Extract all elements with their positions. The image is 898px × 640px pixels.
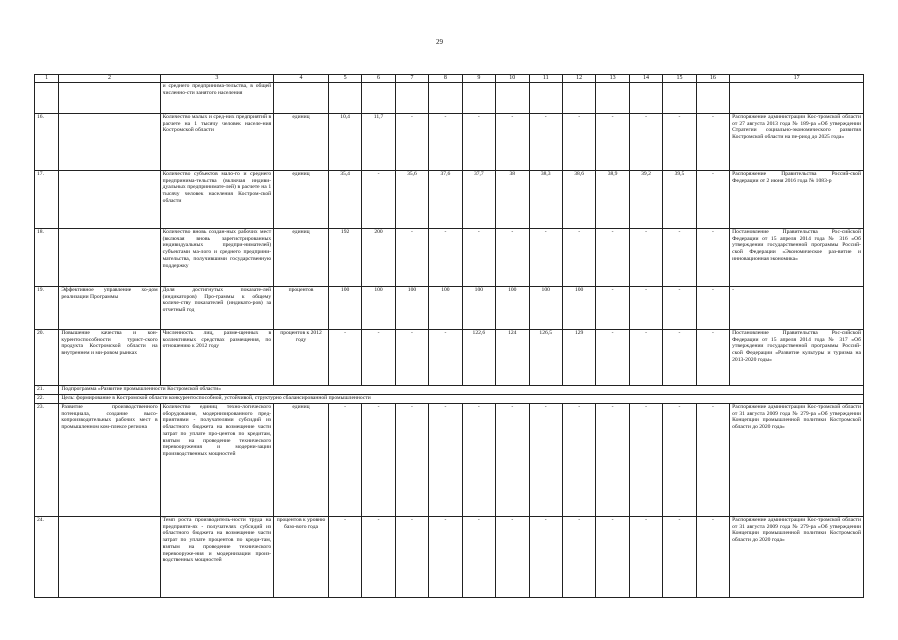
cell-value: -	[696, 287, 729, 330]
cell-value: -	[663, 229, 696, 287]
header-cell: 13	[596, 75, 629, 83]
cell-unit: процентов	[274, 287, 329, 330]
cell-indicator: Численность лиц, разме-щенных в коллективных средствах размещения, по отношению к 2012 году	[160, 330, 274, 386]
cell-unit: единиц	[274, 404, 329, 517]
cell-value: -	[395, 330, 428, 386]
cell-value: -	[362, 330, 395, 386]
cell-value: 10,4	[328, 114, 361, 171]
cell-value: -	[362, 404, 395, 517]
table-row	[35, 171, 864, 229]
cell-num	[35, 83, 59, 114]
cell-value: -	[462, 229, 495, 287]
cell-value: 38,9	[596, 171, 629, 229]
cell-num: 20.	[35, 330, 59, 386]
cell-num: 21.	[35, 386, 59, 395]
cell-value: 192	[328, 229, 361, 287]
header-cell: 15	[663, 75, 696, 83]
cell-num: 24.	[35, 517, 59, 598]
cell-value: -	[596, 330, 629, 386]
cell-value: -	[462, 114, 495, 171]
cell-goal	[59, 83, 160, 114]
cell-value: -	[429, 229, 462, 287]
cell-basis: Распоряжение администрации Кос-тромской области от 27 августа 2013 года № 189-ра «Об утверждении Стратегии социально-экономического развития Костромской области на пе-риод до 2025 года»	[730, 114, 864, 171]
cell-goal: Эффективное управление хо-дом реализации Программы	[59, 287, 160, 330]
cell-value: 100	[328, 287, 361, 330]
cell-value: -	[362, 517, 395, 598]
cell-value: 35,4	[328, 171, 361, 229]
cell-indicator: Количество единиц техно-логического оборудования, модернизированного пред-приятиями - получателями субсидий из областного бюджета на возмещение части затрат по уплате про-центов по кредитам, взятым на проведение технического перевооружения и модерни-зации производственных мощностей	[160, 404, 274, 517]
cell-value: -	[629, 114, 662, 171]
header-cell: 17	[730, 75, 864, 83]
cell-basis: Распоряжение администрации Кос-тромской области от 31 августа 2009 года № 279-ра «Об утверждении Концепции промышленной политики Костромской области до 2020 года»	[730, 404, 864, 517]
cell-value: -	[696, 404, 729, 517]
cell-basis: Распоряжение Правительства Россий-ской Федерации от 2 июня 2016 года № 1083-р	[730, 171, 864, 229]
cell-value: 37,6	[429, 171, 462, 229]
table-row	[35, 229, 864, 287]
cell-value: 100	[496, 287, 529, 330]
cell-num: 23.	[35, 404, 59, 517]
header-cell: 5	[328, 75, 361, 83]
cell-value: 100	[362, 287, 395, 330]
cell-unit: единиц	[274, 114, 329, 171]
cell-value: -	[362, 171, 395, 229]
cell-value: 100	[462, 287, 495, 330]
cell-indicator: Количество малых и сред-них предприятий в расчете на 1 тысячу человек населе-ния Костромской области	[160, 114, 274, 171]
cell-value: -	[529, 517, 562, 598]
cell-value: 100	[529, 287, 562, 330]
cell-indicator: Темп роста производитель-ности труда на предприяти-ях - получателях субсидий из областного бюджета на возмещение части затрат по уплате процентов по креди-там, взятым на проведение технического перевооруже-ния и модернизации произ-водственных мощностей	[160, 517, 274, 598]
cell-value: -	[395, 517, 428, 598]
cell-value: -	[663, 114, 696, 171]
cell-value: -	[596, 404, 629, 517]
cell-value: 124	[496, 330, 529, 386]
header-cell: 16	[696, 75, 729, 83]
cell-value: -	[562, 114, 595, 171]
cell-value: -	[596, 114, 629, 171]
cell-unit: единиц	[274, 171, 329, 229]
table-row	[35, 114, 864, 171]
table-row	[35, 404, 864, 517]
cell-value: -	[395, 229, 428, 287]
cell-value: 126,5	[529, 330, 562, 386]
cell-value: -	[562, 517, 595, 598]
cell-value: -	[462, 517, 495, 598]
header-cell: 3	[160, 75, 274, 83]
cell-value: -	[696, 229, 729, 287]
cell-value: 100	[429, 287, 462, 330]
cell-value: 100	[395, 287, 428, 330]
cell-num: 17.	[35, 171, 59, 229]
cell-value: -	[596, 517, 629, 598]
cell-value: -	[328, 517, 361, 598]
cell-value: -	[696, 330, 729, 386]
cell-indicator: Количество вновь создан-ных рабочих мест (включая вновь зарегистрированных индивидуальных предпри-нимателей) субъектами ма-лого и среднего предприни-мательства, получившими государственную поддержку	[160, 229, 274, 287]
cell-value: -	[496, 229, 529, 287]
cell-value: -	[663, 330, 696, 386]
cell-value: 129	[562, 330, 595, 386]
cell-value: -	[596, 287, 629, 330]
header-row	[35, 75, 864, 83]
cell-num: 18.	[35, 229, 59, 287]
header-cell: 11	[529, 75, 562, 83]
cell-span-text: Подпрограмма «Развитие промышленности Костромской области»	[59, 386, 864, 395]
cell-value: 38,3	[529, 171, 562, 229]
cell-value: -	[429, 517, 462, 598]
cell-value: -	[429, 404, 462, 517]
cell-goal	[59, 229, 160, 287]
cell-span-text: Цель: формирование в Костромской области конкурентоспособной, устойчивой, структурно сбалансированной промышленности	[59, 395, 864, 404]
cell-value: -	[663, 287, 696, 330]
cell-value: -	[696, 517, 729, 598]
cell-value: -	[328, 404, 361, 517]
cell-value: -	[696, 171, 729, 229]
cell-num: 19.	[35, 287, 59, 330]
cell-value: -	[529, 404, 562, 517]
cell-basis: Постановление Правительства Рос-сийской Федерации от 15 апреля 2014 года № 316 «Об утверждении государственной программы Россий-ской Федерации «Экономическое раз-витие и инновационная экономика»	[730, 229, 864, 287]
continuation-row	[35, 83, 864, 114]
table-row	[35, 517, 864, 598]
cell-value: -	[462, 404, 495, 517]
cell-value: -	[629, 404, 662, 517]
cell-value: -	[663, 404, 696, 517]
cell-value: -	[395, 114, 428, 171]
header-cell: 10	[496, 75, 529, 83]
cell-value: -	[596, 229, 629, 287]
cell-value: 200	[362, 229, 395, 287]
cell-unit: процентов к уровню базо-вого года	[274, 517, 329, 598]
cell-value: -	[562, 229, 595, 287]
cell-unit: единиц	[274, 229, 329, 287]
cell-value: -	[696, 114, 729, 171]
cell-value: -	[529, 114, 562, 171]
header-cell: 8	[429, 75, 462, 83]
cell-value: 39,5	[663, 171, 696, 229]
cell-goal: Повышение качества и кон-курентоспособности турист-ского продукта Костромской области на внутреннем и ми-ровом рынках	[59, 330, 160, 386]
cell-basis: -	[730, 287, 864, 330]
header-cell: 4	[274, 75, 329, 83]
cell-value: 38,6	[562, 171, 595, 229]
indicators-table	[34, 74, 864, 598]
table-row	[35, 287, 864, 330]
cell-value: -	[529, 229, 562, 287]
cell-value: 122,6	[462, 330, 495, 386]
cell-value: -	[496, 404, 529, 517]
cell-value: -	[496, 517, 529, 598]
cell-goal	[59, 114, 160, 171]
header-cell: 9	[462, 75, 495, 83]
cell-indicator: Доля достигнутых показате-лей (индикаторов) Про-граммы к общему количе-ству показателей (индикато-ров) за отчетный год	[160, 287, 274, 330]
header-cell: 14	[629, 75, 662, 83]
cell-value: -	[328, 330, 361, 386]
cell-value: 37,7	[462, 171, 495, 229]
cell-value: -	[496, 114, 529, 171]
cell-value: -	[663, 517, 696, 598]
cell-goal: Развитие производственного потенциала, создание высо-копроизводительных рабочих мест в промышленном ком-плексе региона	[59, 404, 160, 517]
cell-basis: Распоряжение администрации Кос-тромской области от 31 августа 2009 года № 279-ра «Об утверждении Концепции промышленной политики Костромской области до 2020 года»	[730, 517, 864, 598]
header-cell: 2	[59, 75, 160, 83]
cell-num: 16.	[35, 114, 59, 171]
cell-unit: процентов к 2012 году	[274, 330, 329, 386]
cell-value: -	[629, 287, 662, 330]
cell-indicator: Количество субъектов мало-го и среднего предпринима-тельства (включая индиви-дуальных предпринимате-лей) в расчете на 1 тысячу человек населения Костром-ской области	[160, 171, 274, 229]
cell-indicator: и среднего предпринима-тельства, в общей численно-сти занятого населения	[160, 83, 274, 114]
cell-value: -	[629, 229, 662, 287]
cell-goal	[59, 517, 160, 598]
cell-value: -	[429, 330, 462, 386]
cell-value: -	[562, 404, 595, 517]
header-cell: 7	[395, 75, 428, 83]
cell-goal	[59, 171, 160, 229]
cell-value: -	[429, 114, 462, 171]
table-row	[35, 330, 864, 386]
cell-value: 100	[562, 287, 595, 330]
header-cell: 6	[362, 75, 395, 83]
page-number: 29	[436, 38, 443, 46]
header-cell: 12	[562, 75, 595, 83]
goal-row	[35, 395, 864, 404]
cell-value: 38	[496, 171, 529, 229]
header-cell: 1	[35, 75, 59, 83]
cell-value: -	[629, 330, 662, 386]
cell-num: 22.	[35, 395, 59, 404]
cell-value: -	[395, 404, 428, 517]
cell-value: 35,6	[395, 171, 428, 229]
cell-value: 39,2	[629, 171, 662, 229]
cell-value: -	[629, 517, 662, 598]
subprogram-row	[35, 386, 864, 395]
cell-basis: Постановление Правительства Рос-сийской Федерации от 15 апреля 2014 года № 317 «Об утверждении государственной программы Россий-ской Федерации «Развитие культуры и туризма на 2013-2020 годы»	[730, 330, 864, 386]
cell-value: 11,7	[362, 114, 395, 171]
